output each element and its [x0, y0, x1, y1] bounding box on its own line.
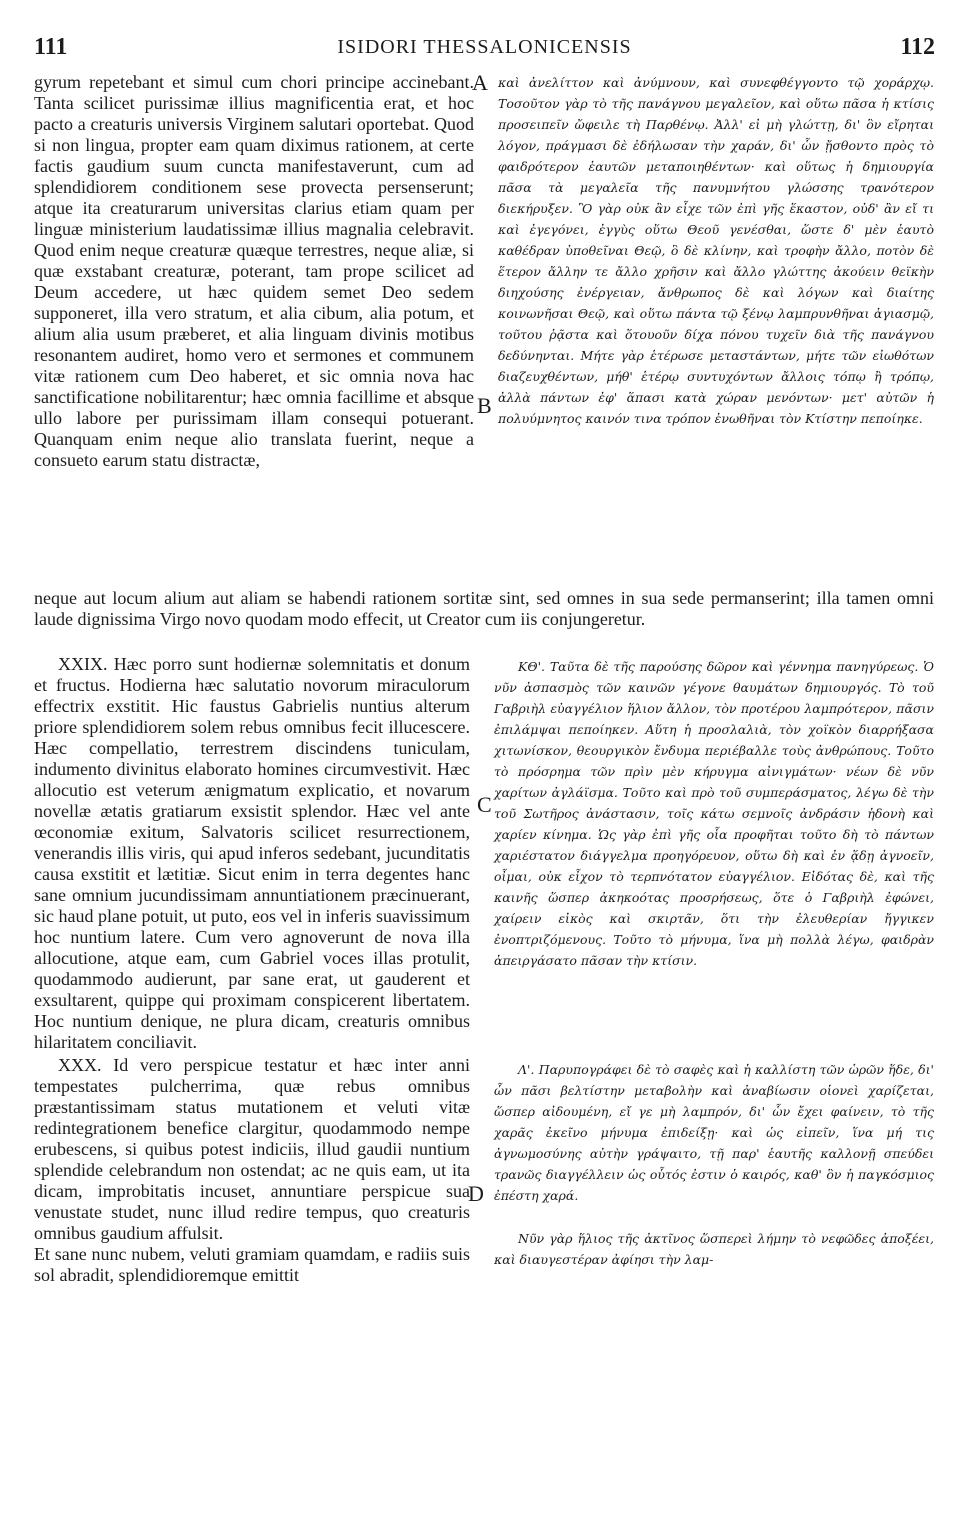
- page-number-left: 111: [34, 34, 68, 60]
- latin-column-bottom: [34, 654, 470, 1286]
- greek-section-gap: [494, 971, 934, 1059]
- latin-section-xxix: XXIX. Hæc porro sunt hodiernæ solemnitatis et donum et fructus. Hodierna hæc salutatio novorum miraculorum effectrix exstitit. Hic faustus Gabrielis nuntius alterum priore splendidiorem solem rebus omnibus fecit illucescere. Hæc compellatio, terrestrem discindens tuniculam, indumento divinitus elaborato homines circumvestivit. Hæc allocutio est veterum ænigmatum explicatio, et novarum novellæ ætatis gratiarum exsistit splendor. Hæc vel ante œconomiæ exitum, Salvatoris scilicet resurrectionem, venerandis illis viris, qui apud inferos sedebant, jucunditatis causa exstitit et lætitiæ. Sicut enim in terra degentes hanc sane omnium jucundissimam annuntiationem præcinuerant, sic haud plane potuit, ut puto, eos vel in inferis suavissimum hoc nuntium latere. Cum vero agnoverunt de nova illa allocutione, atque eam, cum Gabriel voces illas protulit, quodammodo audierunt, par sane erat, ut gauderent et exsultarent, quippe qui proximam conspicerent libertatem. Hoc nuntium denique, ne plura dicam, creaturis omnibus hilaritatem conciliavit.: [34, 654, 470, 1052]
- margin-marker-d: D: [468, 1181, 484, 1206]
- greek-section-last: Νῦν γὰρ ἥλιος τῆς ἀκτῖνος ὥσπερεὶ λήμην τὸ νεφῶδες ἀποξέει, καὶ διαυγεστέραν ἀφίησι τὴν λαμ-: [494, 1231, 934, 1267]
- greek-section-lambda: Λ'. Παρυπογράφει δὲ τὸ σαφὲς καὶ ἡ καλλίστη τῶν ὡρῶν ἥδε, δι' ὧν πᾶσι βελτίστην μεταβολὴν καὶ ἀναβίωσιν οἱονεὶ χαρίζεται, ὥσπερ αἰδουμένη, εἴ γε μὴ λαμπρόν, δι' ὧν ἔχει φαίνειν, τὸ τῆς χαρᾶς ἐκεῖνο μήνυμα ἐπιδείξῃ· καὶ ὡς εἰπεῖν, ἵνα μή τις ἀγνωμοσύνης αὐτὴν γράψαιτο, τῇ παρ' ἑαυτῆς καλλονῇ σπεύδει τρανῶς διαγγέλλειν ὡς οὗτός ἐστιν ὁ καιρός, καθ' ὃν ἡ παγκόσμιος ἐπέστη χαρά.: [494, 1062, 934, 1203]
- latin-paragraph-top: gyrum repetebant et simul cum chori principe accinebant. Tanta scilicet purissimæ illius magnificentia erat, et hoc pacto a creaturis universis Virginem salutari oportebat. Quod si non lingua, propter eam quam diximus rationem, at certe factis gaudium suum cuncta manifestaverunt, cum ad splendidiorem conditionem sese provecta persenserunt; atque ita creaturarum universitas clarius etiam quam per linguæ ministerium laudatissimæ illius magnalia celebravit. Quod enim neque creaturæ quæque terrestres, neque aliæ, si quæ exstabant creaturæ, poterant, tam prope scilicet ad Deum accedere, ut hæc quidem semet Deo sedem supponeret, illa vero stratum, et alia cibum, alia potum, et alium alia usum præberet, et alia linguam divinis motibus resonantem audiret, homo vero et sermones et communem vitæ rationem cum Deo haberet, et sic omnia nova hac sanctificatione nobilitarentur; hæc omnia facillime et absque ullo labore per purissimam illam consequi potuerant. Quanquam enim neque alio translata fuerint, neque a consueto earum statu distractæ,: [34, 72, 474, 470]
- page-number-right: 112: [900, 34, 935, 60]
- greek-column-top: [498, 72, 934, 584]
- latin-fullwidth: [34, 588, 934, 630]
- greek-section-gap-2: [494, 1206, 934, 1228]
- greek-paragraph-top: καὶ ἀνελίττον καὶ ἀνύμνουν, καὶ συνεφθέγγοντο τῷ χοράρχῳ. Τοσοῦτον γὰρ τὸ τῆς πανάγνου μεγαλεῖον, καὶ οὕτω πᾶσα ἡ κτίσις προσειπεῖν ὤφειλε τὴ Παρθένῳ. Ἀλλ' εἰ μὴ γλώττῃ, δι' ὃν εἴρηται λόγον, πράγμασι δὲ ἐδήλωσαν τὴν χαράν, δι' ὧν ᾔσθοντο πρὸς τὸ φαιδρότερον ἑαυτῶν μεταποιηθέντων· καὶ οὕτως ἡ δημιουργία πᾶσα τὰ μεγαλεῖα τῆς πανυμνήτου γλώσσης τρανότερον διεκήρυξεν. Ὃ γὰρ οὐκ ἂν εἶχε τῶν ἐπὶ γῆς ἕκαστον, οὐδ' ἂν εἴ τι καὶ ἐγεγόνει, ἐγγὺς οὕτω Θεοῦ γενέσθαι, ὥστε δ' μὲν ἑαυτὸ καθέδραν ὑποθεῖναι Θεῷ, ὃ δὲ κλίνην, καὶ τροφὴν ἄλλο, ποτὸν δὲ ἕτερον ἄλλην τε ἄλλο χρῆσιν καὶ ἄλλο γλώττης ἀκούειν θεϊκὴν διηχούσης ἐνέργειαν, ἄνθρωπος δὲ καὶ λόγων καὶ διαίτης κοινωνῆσαι Θεῷ, καὶ οὕτω πάντα τῷ ξένῳ λαμπρυνθῆναι ἁγιασμῷ, τοῦτου ῥᾷστα καὶ ὅτουοῦν δίχα πόνου τυχεῖν διὰ τῆς πανάγνου δεδύνηνται. Μήτε γὰρ ἑτέρωσε μεταστάντων, μήτε τῶν εἰωθότων διαζευχθέντων, μήθ' ἑτέρῳ συντυχόντων ἄλλοις τόπῳ ἢ τρόπῳ, ἀλλὰ πάντων ἐφ' ἅπασι κατὰ χώραν μενόντων· μετ' αὐτῶν ἡ πολυύμνητος καινόν τινα τρόπον ἑνωθῆναι τὸν Κτίστην πεποίηκε.: [498, 75, 934, 426]
- running-title: ISIDORI THESSALONICENSIS: [337, 36, 632, 58]
- margin-marker-c: C: [477, 792, 492, 817]
- greek-section-kth: ΚΘ'. Ταῦτα δὲ τῆς παρούσης δῶρον καὶ γέννημα πανηγύρεως. Ὁ νῦν ἀσπασμὸς τῶν καινῶν γέγονε θαυμάτων δημιουργός. Τὸ τοῦ Γαβριὴλ εὐαγγέλιον ἥλιον ἄλλον, τὸν προτέρου λαμπρότερον, πᾶσιν ἐπιλάμψαι πεποίηκεν. Αὕτη ἡ προσλαλιὰ, τὸν χοϊκὸν διαρρήξασα χιτωνίσκον, θεουργικὸν ἔνδυμα περιέβαλλε τοὺς ἀνθρώπους. Τοῦτο τὸ πρόσρημα τῶν πρὶν μὲν κήρυγμα αἰνιγμάτων· νέων δὲ νῦν χαρίτων ἀγλάϊσμα. Τοῦτο καὶ πρὸ τοῦ συμπεράσματος, λέγω δὲ τὴν τοῦ Σωτῆρος ἀνάστασιν, τοῖς κάτω σεμνοῖς ἀνδράσιν ἡδονὴ καὶ χαρίεν κίνημα. Ὡς γὰρ ἐπὶ γῆς οἷα προφῆται τοῦτο δὴ τὸ πάντων χαριέστατον διάγγελμα προηγόρευον, οὕτω δὴ καὶ ἐν ᾅδῃ ἀγνοεῖν, οἶμαι, οὐκ εἶχον τὸ τερπνότατον εὐαγγέλιον. Εἰδότας δὲ, καὶ τῆς καινῆς ὥσπερ ἀκηκοότας προσρήσεως, ὅτε ὁ Γαβριὴλ ἐφώνει, χαίρειν εἰκὸς καὶ σκιρτᾶν, ὅτι τὴν ἐλευθερίαν ἤγγικεν ἐνοπτριζόμενους. Τοῦτο τὸ μήνυμα, ἵνα μὴ πολλὰ λέγω, φαιδρὰν ἀπειργάσατο πᾶσαν τὴν κτίσιν.: [494, 659, 934, 968]
- greek-column-bottom: [494, 656, 934, 1270]
- margin-marker-b: B: [477, 393, 492, 418]
- latin-paragraph-fullwidth: neque aut locum alium aut aliam se habendi rationem sortitæ sint, sed omnes in sua sede permanserint; illa tamen omni laude dignissima Virgo novo quodam modo effecit, ut Creator cum iis conjungeretur.: [34, 588, 934, 629]
- page-header: [34, 34, 935, 64]
- latin-section-xxx: XXX. Id vero perspicue testatur et hæc inter anni tempestates pulcherrima, quæ rebus omnibus præstantissimam status mutationem et veluti vitæ redintegrationem benefice clargitur, quodammodo nempe erubescens, si quibus potest indiciis, illud gaudii nuntium splendide celebrandum non ostendat; ac ne quis eam, ut ita dicam, improbitatis incuset, annuntiare perspicue sua venustate studet, nunc illud redire tempus, quo creaturis omnibus gaudium affulsit.: [34, 1055, 470, 1243]
- margin-marker-a: A: [472, 70, 488, 95]
- latin-column-top: [34, 72, 474, 584]
- latin-section-last: Et sane nunc nubem, veluti gramiam quamdam, e radiis suis sol abradit, splendidioremque emittit: [34, 1244, 470, 1285]
